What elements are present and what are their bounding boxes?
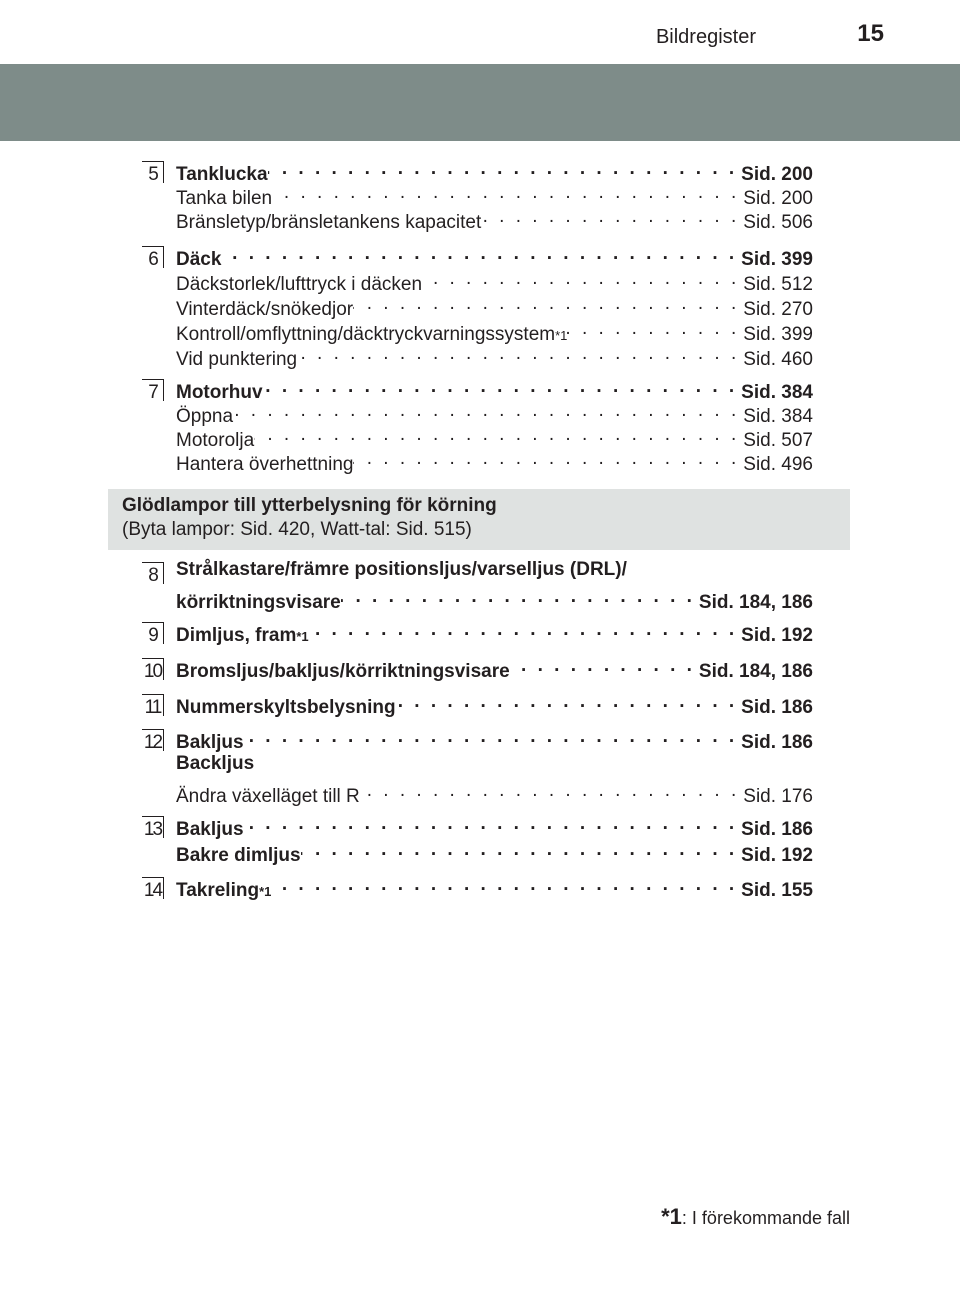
page-reference[interactable]: Sid. 512	[743, 274, 813, 295]
entry-label: Motorolja	[176, 430, 255, 451]
entry-label: Dimljus, fram	[176, 625, 297, 646]
entry-label: Öppna	[176, 406, 234, 427]
entry-label: Kontroll/omflyttning/däcktryckvarningssystem	[176, 324, 556, 345]
index-line[interactable]	[176, 182, 813, 209]
callout-number: 7	[142, 379, 164, 401]
index-line[interactable]	[176, 158, 813, 185]
footnote-text: : I förekommande fall	[681, 1208, 850, 1228]
page-reference[interactable]: Sid. 506	[743, 212, 813, 233]
page-reference[interactable]: Sid. 155	[741, 880, 813, 901]
index-line[interactable]	[176, 243, 813, 270]
section-box	[108, 489, 850, 550]
dot-leader	[422, 268, 743, 290]
dot-leader	[254, 424, 743, 446]
page-reference[interactable]: Sid. 186	[741, 819, 813, 840]
page-reference[interactable]: Sid. 200	[743, 188, 813, 209]
dot-leader	[244, 813, 742, 835]
entry-label: Ändra växelläget till R	[176, 786, 360, 807]
entry-label: Hantera överhettning	[176, 454, 354, 475]
index-line[interactable]	[176, 268, 813, 295]
dot-leader	[271, 874, 741, 896]
callout-number: 14	[142, 877, 164, 899]
dot-leader	[481, 206, 743, 228]
entry-label: Nummerskyltsbelysning	[176, 697, 396, 718]
index-line[interactable]	[176, 691, 813, 718]
page-reference[interactable]: Sid. 384	[741, 382, 813, 403]
index-line[interactable]	[176, 780, 813, 807]
index-line[interactable]: Kontroll/omflyttning/däcktryckvarningssystem *1 . . . Sid. 399	[176, 318, 813, 342]
entry-label: Backljus	[176, 753, 255, 774]
entry-label: Tanklucka	[176, 164, 268, 185]
entry-label: Däckstorlek/lufttryck i däcken	[176, 274, 423, 295]
entry-label: Bakre dimljus	[176, 845, 301, 866]
dot-leader	[297, 343, 743, 365]
page-reference[interactable]: Sid. 192	[741, 845, 813, 866]
entry-label: körriktningsvisare	[176, 592, 341, 613]
index-line[interactable]	[176, 753, 813, 777]
dot-leader	[233, 400, 743, 422]
callout-number: 13	[142, 816, 164, 838]
index-line[interactable]	[176, 655, 813, 682]
footnote	[661, 1204, 850, 1230]
dot-leader	[567, 318, 743, 340]
dot-leader	[360, 780, 744, 802]
dot-leader	[263, 376, 742, 398]
footnote-marker: *1	[661, 1204, 682, 1229]
callout-number: 10	[142, 658, 164, 680]
page-reference[interactable]: Sid. 399	[743, 324, 813, 345]
page-reference[interactable]: Sid. 184, 186	[698, 592, 813, 613]
entry-label: Vid punktering	[176, 349, 298, 370]
index-line[interactable]	[176, 586, 813, 613]
index-line[interactable]	[176, 206, 813, 233]
index-line[interactable]	[176, 559, 813, 583]
index-line[interactable]	[176, 839, 813, 866]
entry-label: Strålkastare/främre positionsljus/varselljus (DRL)/	[176, 559, 627, 580]
index-line[interactable]	[176, 400, 813, 427]
callout-number: 12	[142, 729, 164, 751]
index-line[interactable]	[176, 343, 813, 370]
index-line[interactable]	[176, 448, 813, 475]
page-reference[interactable]: Sid. 460	[743, 349, 813, 370]
index-line[interactable]	[176, 376, 813, 403]
dot-leader	[353, 448, 743, 470]
entry-label: Bakljus	[176, 732, 244, 753]
index-line[interactable]	[176, 726, 813, 753]
dot-leader	[309, 619, 742, 641]
dot-leader	[396, 691, 742, 713]
page-reference[interactable]: Sid. 186	[741, 732, 813, 753]
header-title: Bildregister	[655, 26, 756, 48]
dot-leader	[272, 182, 743, 204]
callout-number: 9	[142, 622, 164, 644]
dot-leader	[510, 655, 699, 677]
entry-label: Vinterdäck/snökedjor	[176, 299, 354, 320]
page-reference[interactable]: Sid. 200	[741, 164, 813, 185]
page-reference[interactable]: Sid. 507	[743, 430, 813, 451]
entry-label: Bakljus	[176, 819, 244, 840]
dot-leader	[244, 726, 742, 748]
index-line[interactable]	[176, 293, 813, 320]
callout-number: 11	[142, 694, 164, 716]
dot-leader	[301, 839, 742, 861]
dot-leader	[221, 243, 741, 265]
index-line[interactable]: Takreling *1 . . . Sid. 155	[176, 874, 813, 898]
section-subtitle: (Byta lampor: Sid. 420, Watt-tal: Sid. 515)	[122, 519, 472, 540]
index-line[interactable]	[176, 424, 813, 451]
page-reference[interactable]: Sid. 184, 186	[698, 661, 813, 682]
page-reference[interactable]: Sid. 192	[741, 625, 813, 646]
dot-leader	[353, 293, 743, 315]
page-reference[interactable]: Sid. 399	[741, 249, 813, 270]
index-line[interactable]: Dimljus, fram *1 . . . Sid. 192	[176, 619, 813, 643]
dot-leader	[341, 586, 699, 608]
entry-label: Bränsletyp/bränsletankens kapacitet	[176, 212, 482, 233]
entry-label: Motorhuv	[176, 382, 263, 403]
page-reference[interactable]: Sid. 186	[741, 697, 813, 718]
page-reference[interactable]: Sid. 496	[743, 454, 813, 475]
entry-label: Takreling	[176, 880, 260, 901]
page-reference[interactable]: Sid. 384	[743, 406, 813, 427]
entry-label: Tanka bilen	[176, 188, 273, 209]
callout-number: 6	[142, 246, 164, 268]
index-line[interactable]	[176, 813, 813, 840]
section-title: Glödlampor till ytterbelysning för körning	[122, 495, 497, 516]
entry-label: Däck	[176, 249, 222, 270]
callout-number: 8	[142, 562, 164, 584]
page-number: 15	[857, 20, 884, 47]
dot-leader	[268, 158, 742, 180]
callout-number: 5	[142, 161, 164, 183]
header-band	[0, 64, 960, 141]
page-reference[interactable]: Sid. 176	[743, 786, 813, 807]
page-reference[interactable]: Sid. 270	[743, 299, 813, 320]
entry-label: Bromsljus/bakljus/körriktningsvisare	[176, 661, 510, 682]
